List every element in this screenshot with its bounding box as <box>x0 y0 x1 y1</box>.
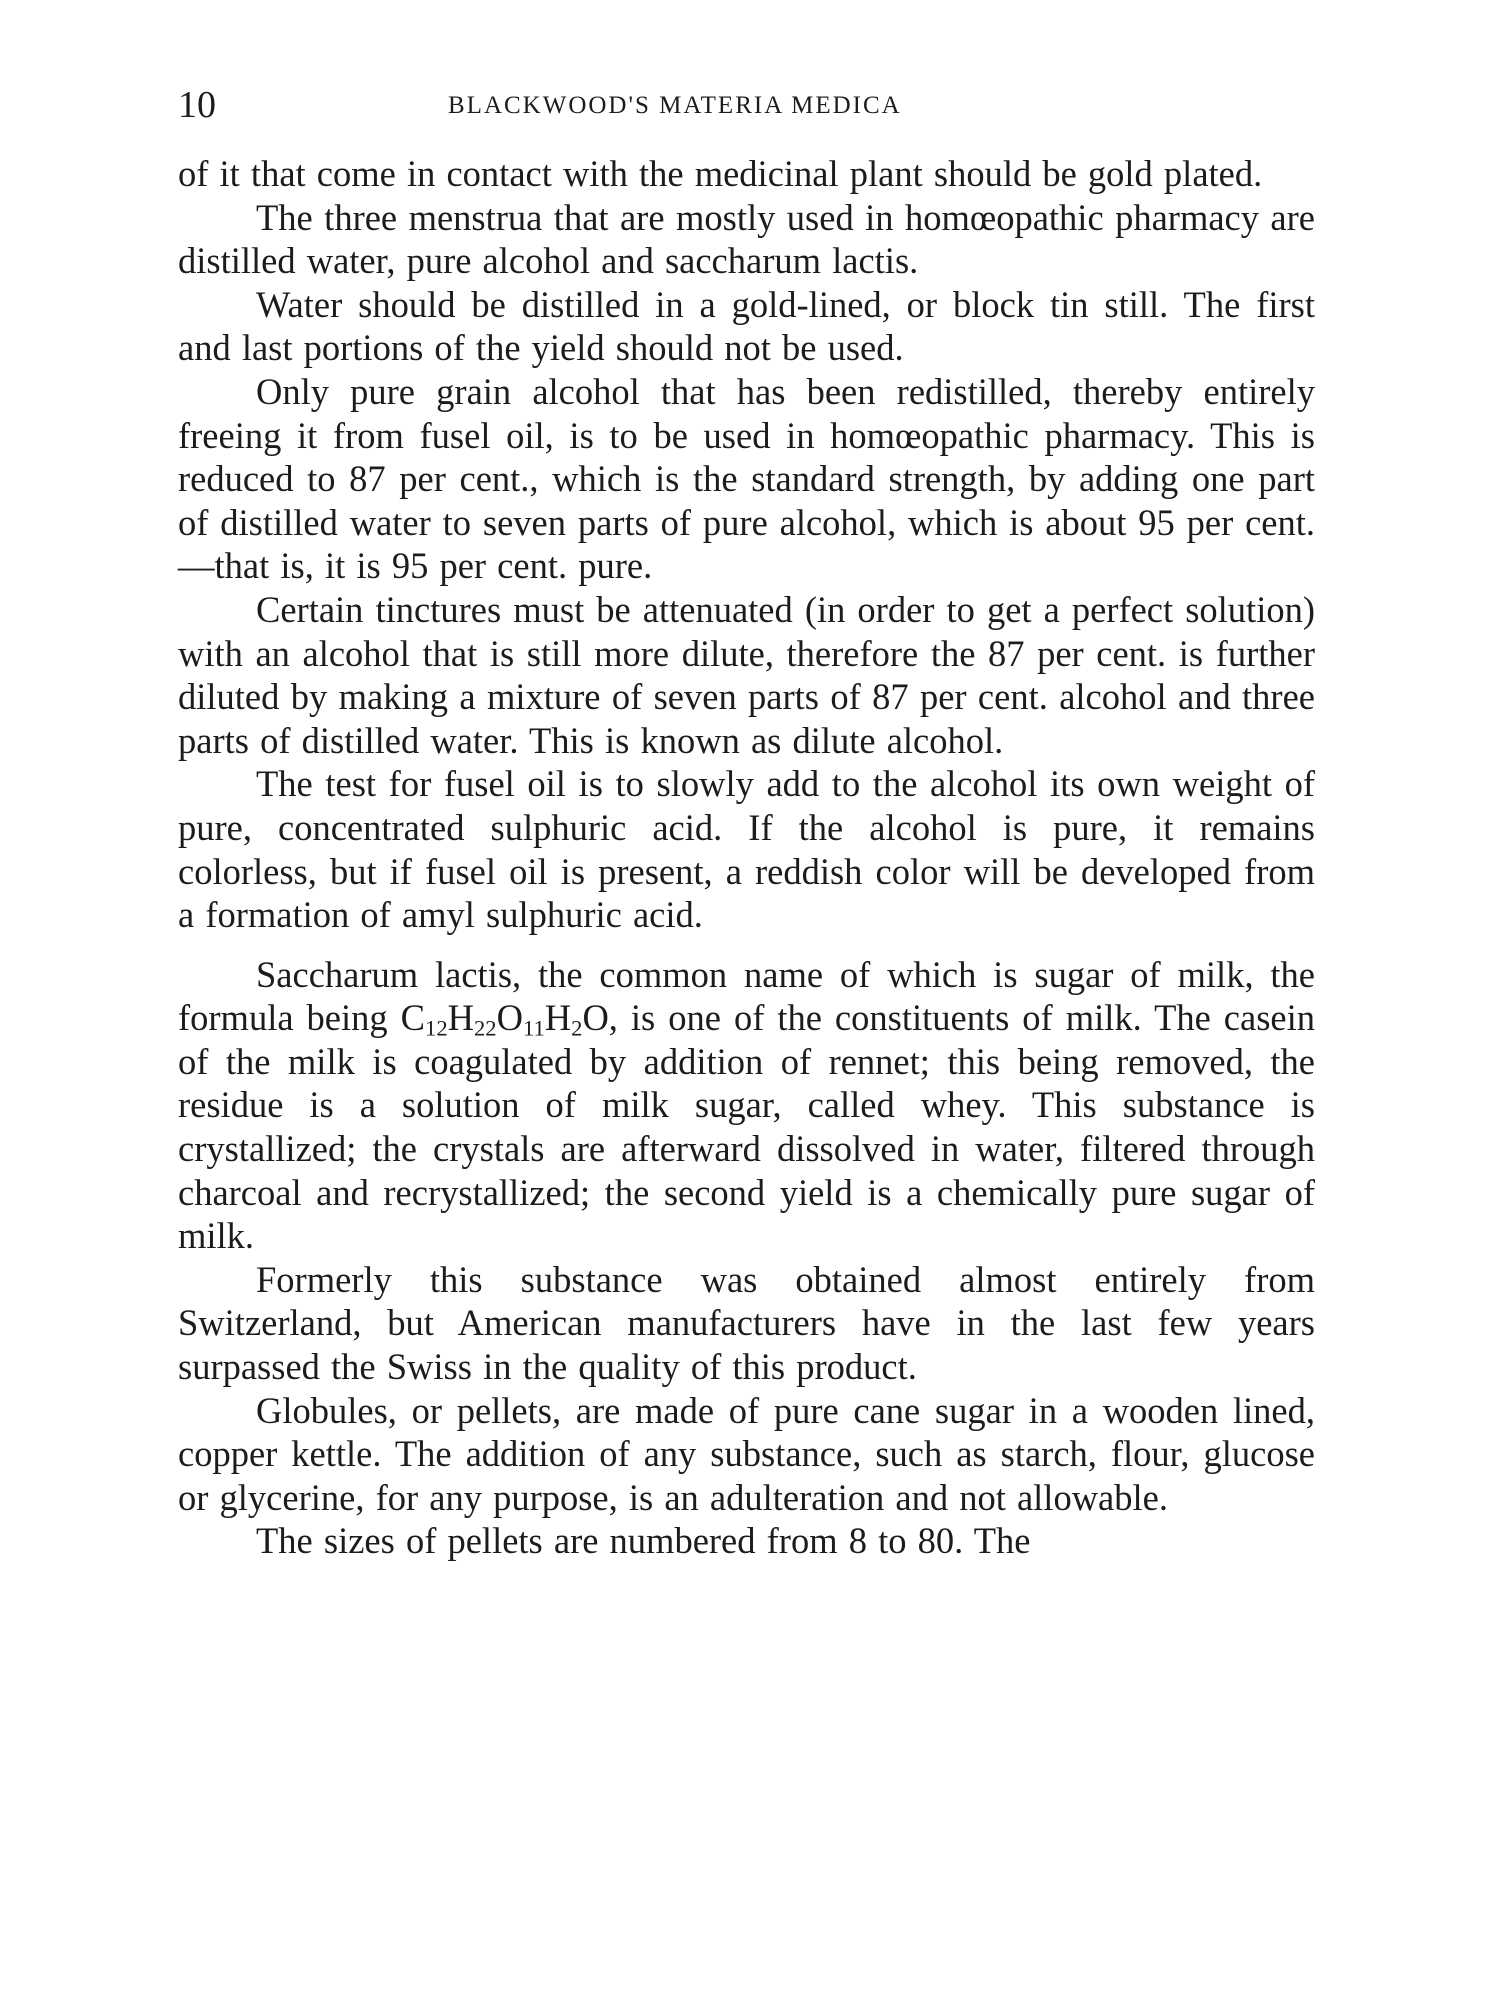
page-header <box>178 80 1328 130</box>
paragraph-globules: Globules, or pellets, are made of pure cane sugar in a wooden lined, copper kettle. The addition of any substance, such as starch, flour, glucose or glycerine, for any purpose, is an adulteration and not allowable. <box>178 1389 1315 1518</box>
saccharum-text-end: , is one of the constituents of milk. The casein of the milk is coagulated by addition of rennet; this being removed, the residue is a solution of milk sugar, called whey. This substance is crystallized; the crystals are afterward dissolved in water, filtered through charcoal and recrystallized; the second yield is a chemically pure sugar of milk. <box>178 997 1316 1257</box>
paragraph-saccharum-lactis <box>178 953 1315 1258</box>
paragraph-water: Water should be distilled in a gold-lined, or block tin still. The first and last portions of the yield should not be used. <box>178 283 1315 369</box>
paragraph-alcohol: Only pure grain alcohol that has been redistilled, thereby entirely freeing it from fusel oil, is to be used in homœopathic pharmacy. This is reduced to 87 per cent., which is the standard strength, by adding one part of distilled water to seven parts of pure alcohol, which is about 95 per cent.—that is, it is 95 per cent. pure. <box>178 370 1315 587</box>
body-text <box>178 152 1315 1563</box>
paragraph-fusel-oil-test: The test for fusel oil is to slowly add to the alcohol its own weight of pure, concentrated sulphuric acid. If the alcohol is pure, it remains colorless, but if fusel oil is present, a reddish color will be developed from a formation of amyl sulphuric acid. <box>178 763 1315 936</box>
page-number: 10 <box>178 84 216 126</box>
paragraph-switzerland: Formerly this substance was obtained almost entirely from Switzerland, but American manufacturers have in the last few years surpassed the Swiss in the quality of this product. <box>178 1258 1315 1388</box>
paragraph-pellet-sizes: The sizes of pellets are numbered from 8 to 80. The <box>256 1520 1031 1562</box>
chemical-formula: $C_{12}H_{22}O_{11}H_2O$ <box>400 997 609 1041</box>
paragraph-dilute-alcohol: Certain tinctures must be attenuated (in order to get a perfect solution) with an alcohol that is still more dilute, therefore the 87 per cent. is further diluted by making a mixture of seven parts of 87 per cent. alcohol and three parts of distilled water. This is known as dilute alcohol. <box>178 588 1315 761</box>
running-title: BLACKWOOD'S MATERIA MEDICA <box>448 92 902 119</box>
paragraph-continuation: of it that come in contact with the medicinal plant should be gold plated. <box>178 153 1263 194</box>
paragraph-menstrua: The three menstrua that are mostly used in homœopathic pharmacy are distilled water, pure alcohol and saccharum lactis. <box>178 196 1315 282</box>
saccharum-text-start: Saccharum lactis, the common name of which is sugar of milk, the formula being <box>178 953 1315 1039</box>
